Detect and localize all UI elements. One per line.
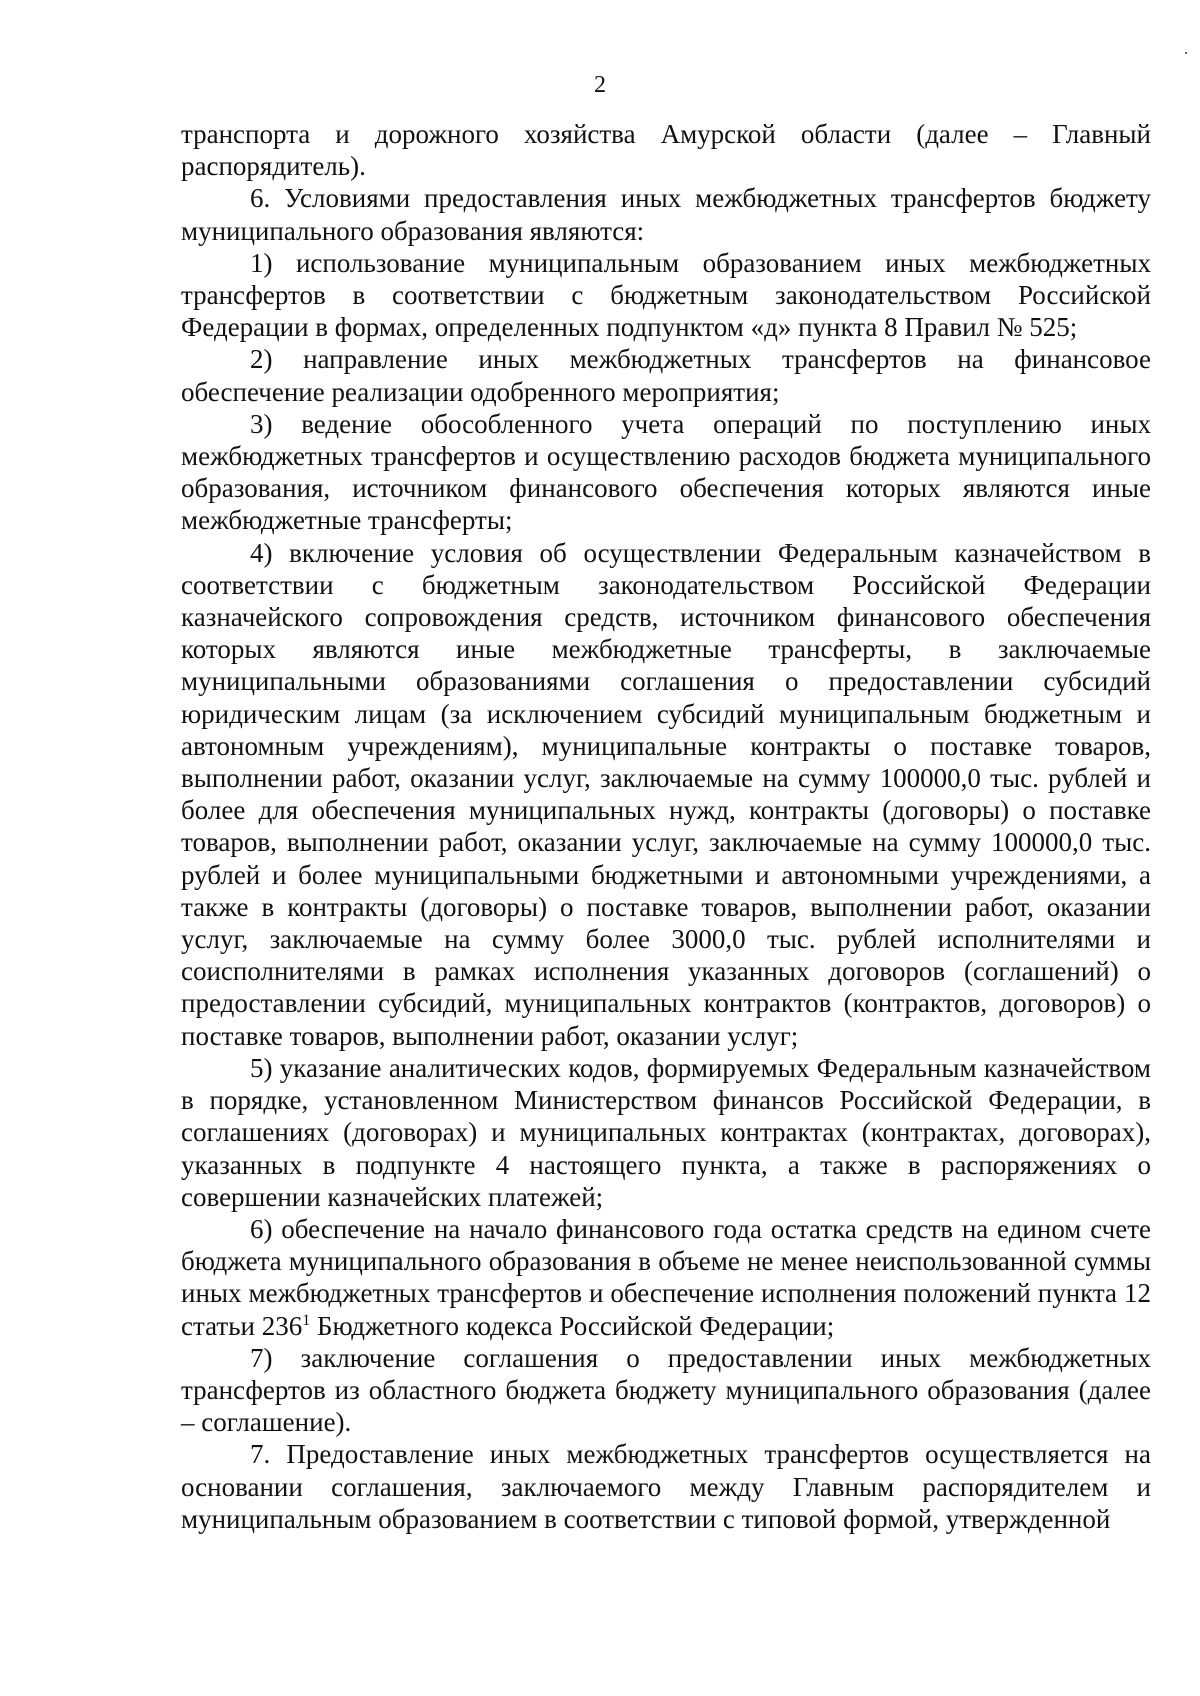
paragraph-item-6-conditions: 6. Условиями предоставления иных межбюджетных трансфертов бюджету муниципального образования являются: (181, 183, 1151, 246)
paragraph-subitem-6 (181, 1213, 1151, 1342)
paragraph-continuation: транспорта и дорожного хозяйства Амурской области (далее – Главный распорядитель). (181, 119, 1151, 182)
paragraph-subitem-3: 3) ведение обособленного учета операций по поступлению иных межбюджетных трансфертов и осуществлению расходов бюджета муниципального образования, источником финансового обеспечения которых являются иные межбюджетные трансферты; (181, 408, 1151, 536)
page-number: 2 (594, 72, 606, 98)
paragraph-subitem-2: 2) направление иных межбюджетных трансфертов на финансовое обеспечение реализации одобренного мероприятия; (181, 344, 1151, 407)
paragraph-subitem-6-text-before: 6) обеспечение на начало финансового года остатка средств на едином счете бюджета муниципального образования в объеме не менее неиспользованной суммы иных межбюджетных трансфертов и обеспечение исполнения положений пункта 12 статьи 236 (181, 1213, 1151, 1341)
superscript-article-index: 1 (302, 1311, 311, 1329)
paragraph-subitem-5: 5) указание аналитических кодов, формируемых Федеральным казначейством в порядке, установленном Министерством финансов Российской Федерации, в соглашениях (договорах) и муниципальных контрактах (контрактах, договорах), указанных в подпункте 4 настоящего пункта, а также в распоряжениях о совершении казначейских платежей; (181, 1052, 1151, 1212)
paragraph-subitem-6-text-after: Бюджетного кодекса Российской Федерации; (310, 1310, 835, 1341)
paragraph-subitem-4: 4) включение условия об осуществлении Федеральным казначейством в соответствии с бюджетным законодательством Российской Федерации казначейского сопровождения средств, источником финансового обеспечения которых являются иные межбюджетные трансферты, в заключаемые муниципальными образованиями соглашения о предоставлении субсидий юридическим лицам (за исключением субсидий муниципальным бюджетным и автономным учреждениям), муниципальные контракты о поставке товаров, выполнении работ, оказании услуг, заключаемые на сумму 100000,0 тыс. рублей и более для обеспечения муниципальных нужд, контракты (договоры) о поставке товаров, выполнении работ, оказании услуг, заключаемые на сумму 100000,0 тыс. рублей и более муниципальными бюджетными и автономными учреждениями, а также в контракты (договоры) о поставке товаров, выполнении работ, оказании услуг, заключаемые на сумму более 3000,0 тыс. рублей исполнителями и соисполнителями в рамках исполнения указанных договоров (соглашений) о предоставлении субсидий, муниципальных контрактов (контрактов, договоров) о поставке товаров, выполнении работ, оказании услуг; (181, 537, 1151, 1051)
paragraph-subitem-1: 1) использование муниципальным образованием иных межбюджетных трансфертов в соответствии с бюджетным законодательством Российской Федерации в формах, определенных подпунктом «д» пункта 8 Правил № 525; (181, 247, 1151, 343)
scan-speck (1185, 52, 1187, 54)
document-body (181, 118, 1151, 1535)
paragraph-subitem-7: 7) заключение соглашения о предоставлении иных межбюджетных трансфертов из областного бюджета бюджету муниципального образования (далее – соглашение). (181, 1342, 1151, 1438)
paragraph-item-7-agreement: 7. Предоставление иных межбюджетных трансфертов осуществляется на основании соглашения, заключаемого между Главным распорядителем и муниципальным образованием в соответствии с типовой формой, утвержденной (181, 1439, 1151, 1534)
